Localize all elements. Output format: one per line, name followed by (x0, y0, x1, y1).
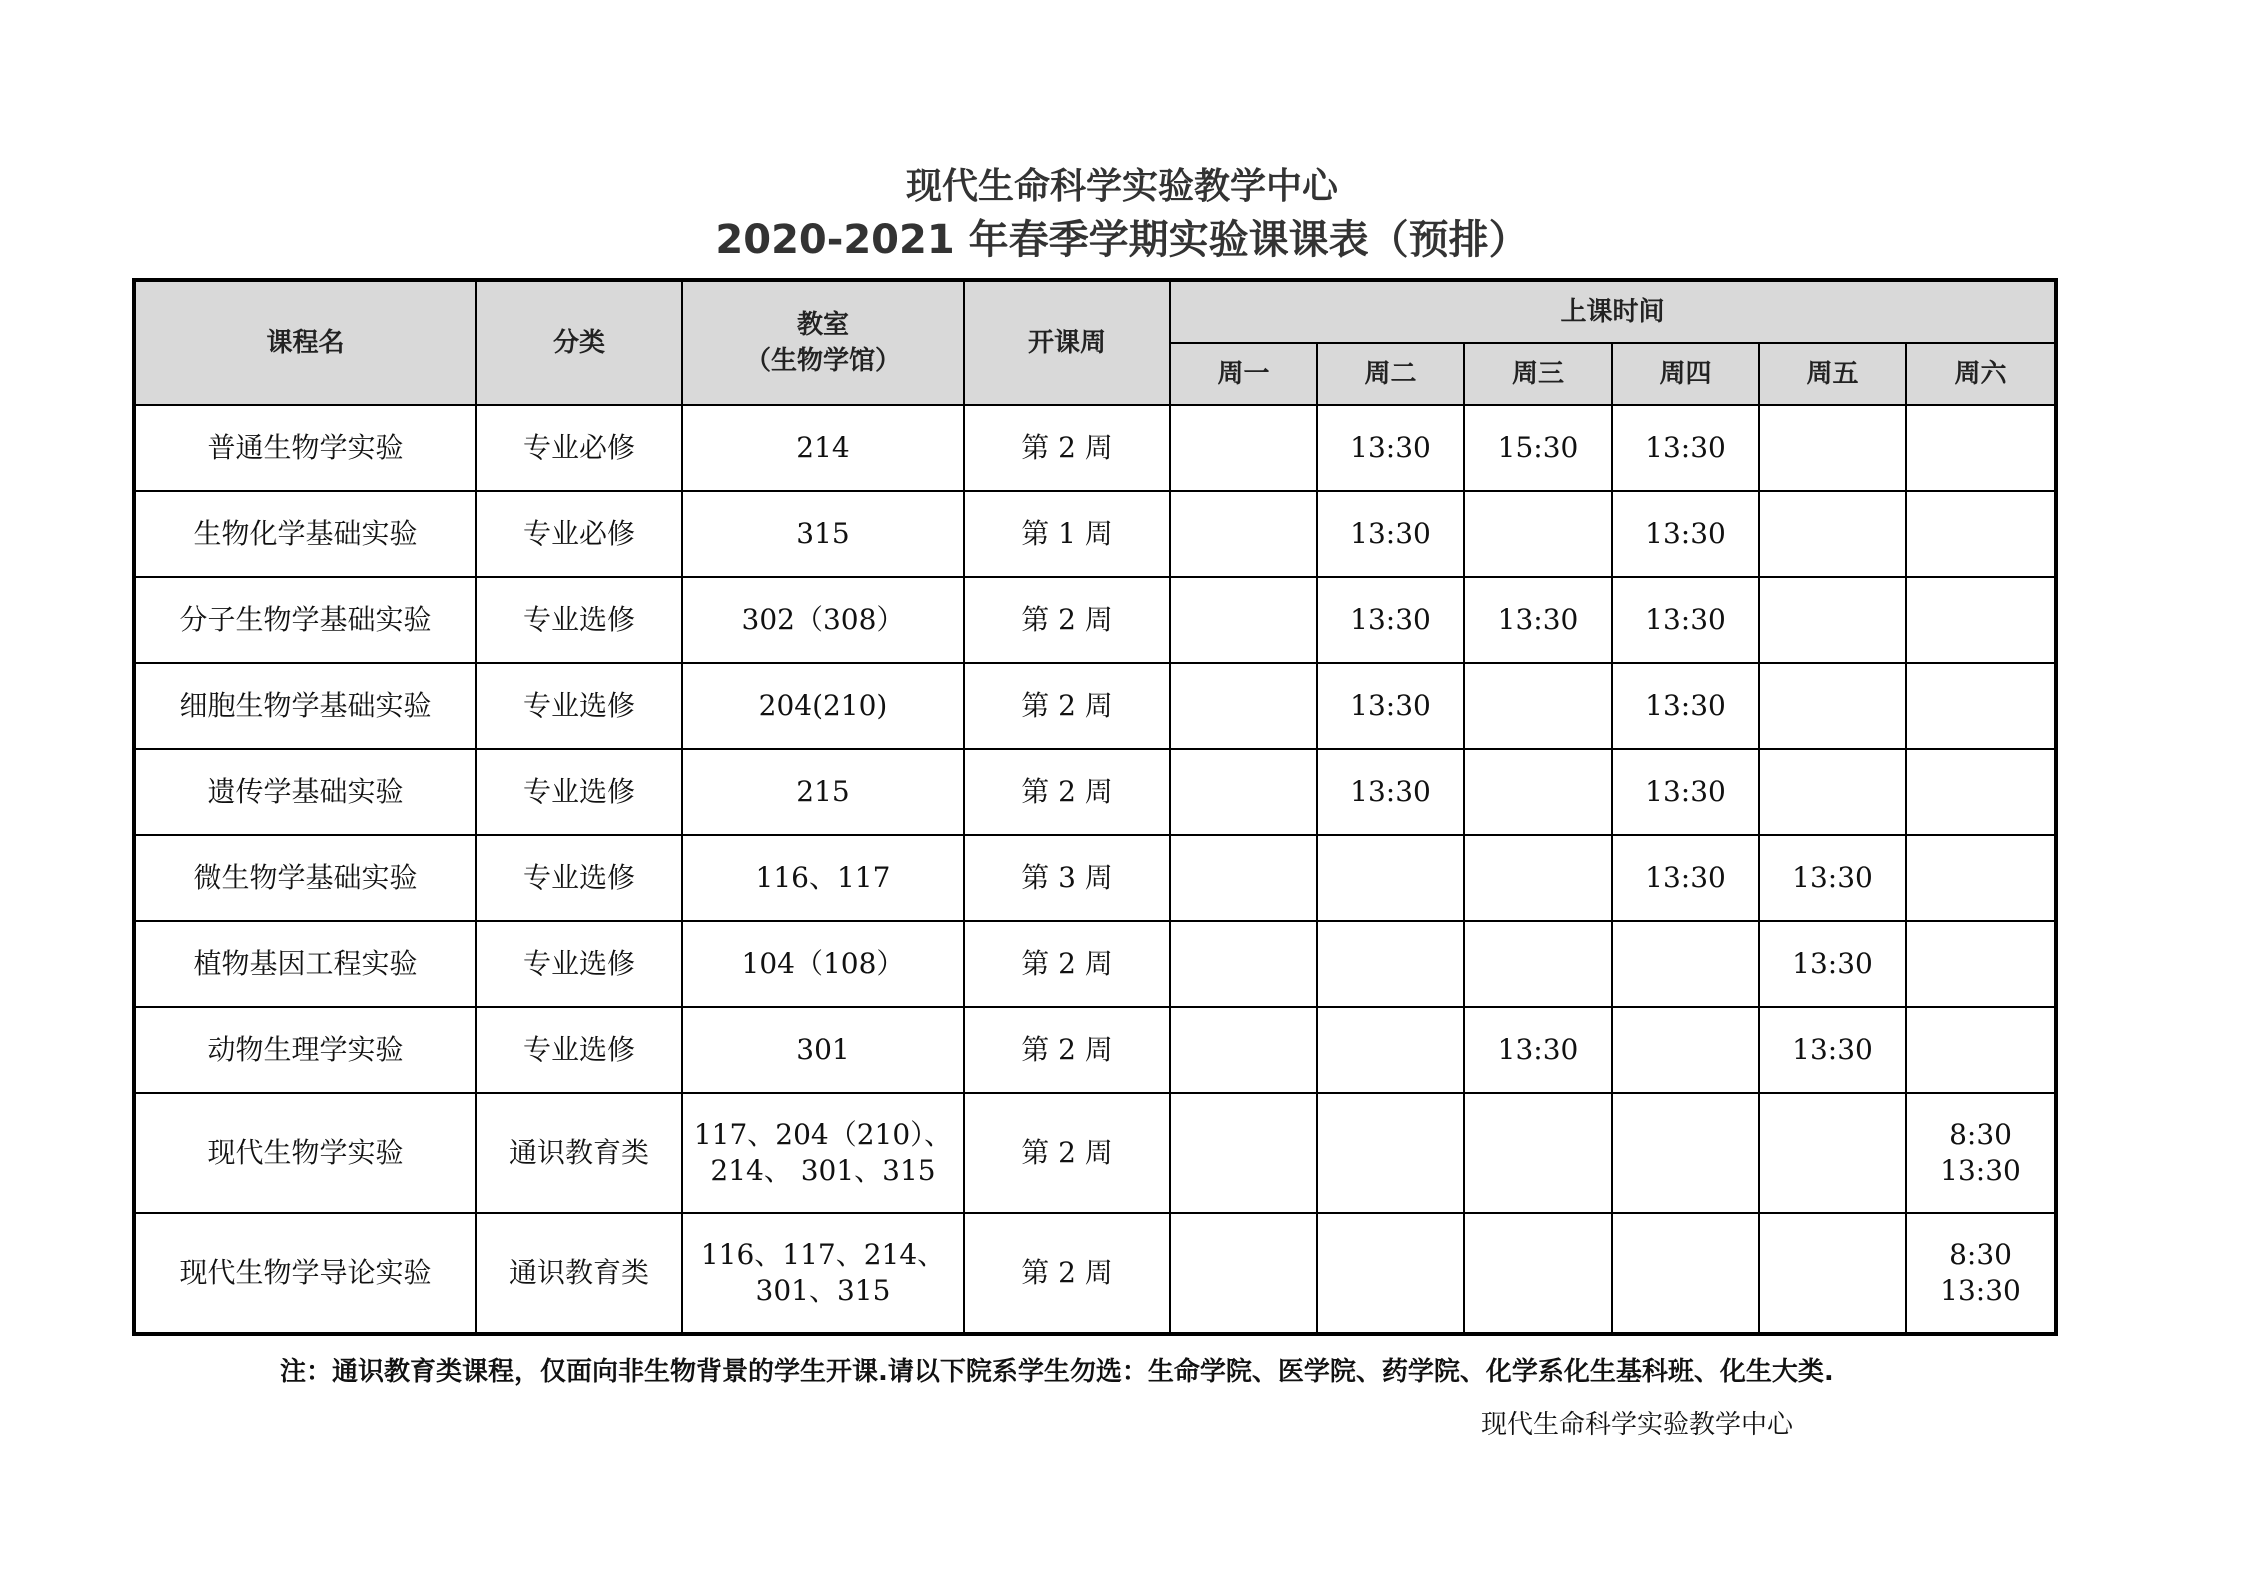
time-cell (1170, 405, 1317, 491)
table-row (134, 1213, 2056, 1334)
time-cell (1612, 577, 1759, 663)
time-cell (1317, 663, 1464, 749)
time-cell (1464, 1093, 1612, 1213)
category-cell: 通识教育类 (476, 1213, 682, 1334)
category-cell: 专业选修 (476, 577, 682, 663)
table-row (134, 577, 2056, 663)
week-cell: 第 2 周 (964, 921, 1170, 1007)
time-cell (1464, 1213, 1612, 1334)
time-cell (1317, 577, 1464, 663)
time-cell (1464, 405, 1612, 491)
time-cell (1317, 1007, 1464, 1093)
time-value: 8:30 (1949, 1118, 2012, 1151)
category-cell: 专业选修 (476, 663, 682, 749)
time-cell (1170, 491, 1317, 577)
time-value: 13:30 (1350, 517, 1431, 550)
room-cell (682, 577, 964, 663)
category-cell: 专业必修 (476, 491, 682, 577)
time-cell (1317, 749, 1464, 835)
time-value: 13:30 (1940, 1274, 2021, 1307)
page-subtitle: 2020-2021 年春季学期实验课课表（预排） (715, 217, 1529, 263)
time-cell (1464, 577, 1612, 663)
room-line: 116、117、214、 (700, 1238, 946, 1271)
table-row (134, 405, 2056, 491)
time-cell (1170, 1093, 1317, 1213)
time-cell (1170, 749, 1317, 835)
time-cell (1317, 1213, 1464, 1334)
time-cell (1906, 1093, 2056, 1213)
header-category: 分类 (476, 280, 682, 405)
time-value: 8:30 (1949, 1238, 2012, 1271)
room-cell (682, 663, 964, 749)
time-cell (1906, 663, 2056, 749)
room-cell (682, 749, 964, 835)
course-name-cell: 普通生物学实验 (134, 405, 476, 491)
time-value: 13:30 (1645, 861, 1726, 894)
time-cell (1612, 749, 1759, 835)
room-cell (682, 1213, 964, 1334)
header-day: 周三 (1464, 343, 1612, 405)
signature: 现代生命科学实验教学中心 (1481, 1410, 1794, 1440)
time-cell (1759, 405, 1906, 491)
week-cell: 第 2 周 (964, 1213, 1170, 1334)
time-value: 13:30 (1645, 603, 1726, 636)
time-value: 13:30 (1792, 861, 1873, 894)
time-cell (1317, 921, 1464, 1007)
week-cell: 第 3 周 (964, 835, 1170, 921)
time-cell (1170, 835, 1317, 921)
room-line: 301 (796, 1033, 850, 1066)
time-cell (1464, 921, 1612, 1007)
header-week: 开课周 (964, 280, 1170, 405)
time-cell (1759, 1213, 1906, 1334)
room-cell (682, 1007, 964, 1093)
footnote: 注：通识教育类课程，仅面向非生物背景的学生开课.请以下院系学生勿选：生命学院、医学院、药学院、化学系化生基科班、化生大类. (280, 1357, 1834, 1387)
table-row (134, 921, 2056, 1007)
course-name-cell: 微生物学基础实验 (134, 835, 476, 921)
table-row (134, 749, 2056, 835)
time-cell (1464, 491, 1612, 577)
room-line: 204(210) (758, 689, 888, 722)
time-cell (1906, 1213, 2056, 1334)
category-cell: 专业选修 (476, 749, 682, 835)
time-cell (1906, 405, 2056, 491)
time-cell (1759, 835, 1906, 921)
time-value: 13:30 (1792, 947, 1873, 980)
page-title: 现代生命科学实验教学中心 (905, 166, 1338, 207)
room-cell (682, 835, 964, 921)
week-cell: 第 2 周 (964, 1007, 1170, 1093)
category-cell: 专业选修 (476, 1007, 682, 1093)
header-day: 周四 (1612, 343, 1759, 405)
time-cell (1906, 749, 2056, 835)
course-name-cell: 动物生理学实验 (134, 1007, 476, 1093)
room-line: 116、117 (755, 861, 891, 894)
course-name-cell: 分子生物学基础实验 (134, 577, 476, 663)
time-cell (1170, 921, 1317, 1007)
room-line: 214 (796, 431, 850, 464)
header-day: 周五 (1759, 343, 1906, 405)
header-room (682, 280, 964, 405)
time-cell (1906, 577, 2056, 663)
time-cell (1170, 1213, 1317, 1334)
header-time: 上课时间 (1170, 280, 2056, 343)
course-name-cell: 遗传学基础实验 (134, 749, 476, 835)
week-cell: 第 2 周 (964, 663, 1170, 749)
time-value: 15:30 (1497, 431, 1579, 464)
header-day: 周一 (1170, 343, 1317, 405)
time-cell (1759, 921, 1906, 1007)
time-cell (1759, 491, 1906, 577)
time-cell (1906, 835, 2056, 921)
time-cell (1170, 663, 1317, 749)
course-name-cell: 植物基因工程实验 (134, 921, 476, 1007)
room-line: 215 (796, 775, 850, 808)
header-course: 课程名 (134, 280, 476, 405)
course-name-cell: 现代生物学导论实验 (134, 1213, 476, 1334)
room-line: 302（308） (741, 603, 905, 636)
week-cell: 第 2 周 (964, 749, 1170, 835)
time-cell (1317, 835, 1464, 921)
table-row (134, 1093, 2056, 1213)
table-row (134, 663, 2056, 749)
time-cell (1612, 1093, 1759, 1213)
time-value: 13:30 (1645, 517, 1726, 550)
time-cell (1612, 405, 1759, 491)
time-value: 13:30 (1497, 603, 1579, 636)
week-cell: 第 2 周 (964, 405, 1170, 491)
time-cell (1906, 1007, 2056, 1093)
header-row (134, 280, 2056, 343)
time-cell (1612, 491, 1759, 577)
time-cell (1464, 835, 1612, 921)
time-value: 13:30 (1645, 689, 1726, 722)
time-cell (1612, 921, 1759, 1007)
table-row (134, 1007, 2056, 1093)
room-line: 117、204（210）、 (693, 1118, 953, 1151)
header-room-line2: （生物学馆） (744, 346, 901, 376)
time-cell (1906, 921, 2056, 1007)
time-cell (1612, 663, 1759, 749)
time-cell (1612, 1213, 1759, 1334)
course-name-cell: 生物化学基础实验 (134, 491, 476, 577)
time-cell (1464, 749, 1612, 835)
room-cell (682, 405, 964, 491)
room-line: 315 (796, 517, 850, 550)
header-day: 周六 (1906, 343, 2056, 405)
time-value: 13:30 (1350, 431, 1431, 464)
week-cell: 第 1 周 (964, 491, 1170, 577)
time-value: 13:30 (1350, 689, 1431, 722)
time-value: 13:30 (1792, 1033, 1873, 1066)
room-line: 104（108） (741, 947, 905, 980)
room-line: 214、 301、315 (710, 1154, 936, 1187)
time-cell (1464, 663, 1612, 749)
time-cell (1317, 491, 1464, 577)
time-cell (1170, 1007, 1317, 1093)
category-cell: 专业必修 (476, 405, 682, 491)
time-cell (1317, 405, 1464, 491)
time-cell (1317, 1093, 1464, 1213)
time-value: 13:30 (1350, 775, 1431, 808)
time-value: 13:30 (1645, 775, 1726, 808)
schedule-table (132, 278, 2058, 1336)
course-name-cell: 现代生物学实验 (134, 1093, 476, 1213)
time-cell (1464, 1007, 1612, 1093)
schedule-body (134, 405, 2056, 1334)
time-cell (1759, 1093, 1906, 1213)
room-cell (682, 1093, 964, 1213)
time-cell (1759, 749, 1906, 835)
time-cell (1612, 835, 1759, 921)
week-cell: 第 2 周 (964, 1093, 1170, 1213)
course-name-cell: 细胞生物学基础实验 (134, 663, 476, 749)
time-value: 13:30 (1497, 1033, 1579, 1066)
category-cell: 通识教育类 (476, 1093, 682, 1213)
time-cell (1759, 1007, 1906, 1093)
time-cell (1612, 1007, 1759, 1093)
time-cell (1759, 577, 1906, 663)
category-cell: 专业选修 (476, 921, 682, 1007)
room-cell (682, 491, 964, 577)
room-cell (682, 921, 964, 1007)
header-room-line1: 教室 (796, 310, 849, 340)
table-row (134, 835, 2056, 921)
table-row (134, 491, 2056, 577)
header-day: 周二 (1317, 343, 1464, 405)
time-cell (1170, 577, 1317, 663)
category-cell: 专业选修 (476, 835, 682, 921)
week-cell: 第 2 周 (964, 577, 1170, 663)
time-cell (1906, 491, 2056, 577)
time-cell (1759, 663, 1906, 749)
time-value: 13:30 (1940, 1154, 2021, 1187)
time-value: 13:30 (1350, 603, 1431, 636)
time-value: 13:30 (1645, 431, 1726, 464)
room-line: 301、315 (755, 1274, 891, 1307)
